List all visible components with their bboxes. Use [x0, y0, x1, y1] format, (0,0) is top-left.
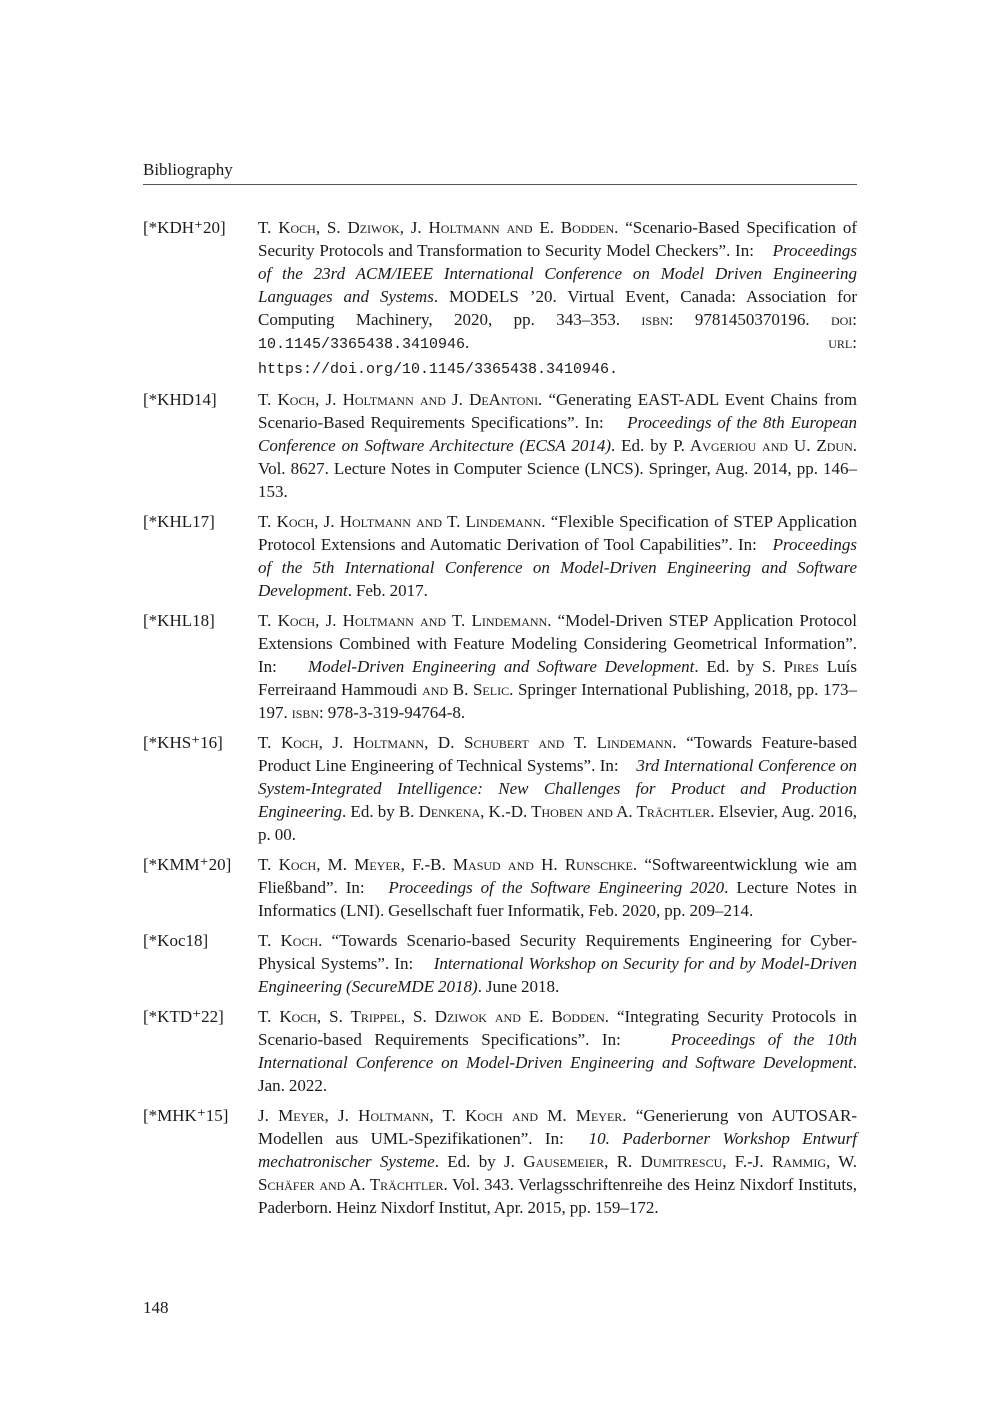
bib-entry-kdh20	[143, 216, 857, 381]
bib-entry-khd14	[143, 388, 857, 503]
details: Elsevier, Aug. 2016, p. 00.	[258, 802, 857, 844]
bib-entry-koc18	[143, 929, 857, 998]
details: . Jan. 2022.	[258, 1053, 857, 1095]
editors: J. Gausemeier, R. Dumitrescu, F.-J. Rammig, W. Schäfer and A. Trächtler.	[258, 1152, 857, 1194]
ref-title: “Generierung von AUTOSAR-Modellen aus UML-Spezifikationen”.	[258, 1106, 858, 1148]
venue: Proceedings of the 10th International Conference on Model-Driven Engineering and Software Development	[258, 1030, 857, 1072]
editors: S. Pires	[762, 657, 819, 676]
reference-text: T. Koch, S. Dziwok, J. Holtmann and E. Bodden. “Scenario-Based Specification of Security Protocols and Transformation to Security Model Checkers”. In: Proceedings of the 23rd ACM/IEEE International Conference on Model Driven Engineering Languages and Systems. MODELS ’20. Virtual Event, Canada: Association for Computing Machinery, 2020, pp. 343–353. isbn: 9781450370196. doi: 10.1145/3365438.3410946. url: https://doi.org/10.1145/3365438.3410946.	[258, 218, 858, 378]
in-label: In:	[258, 657, 277, 676]
venue: 10. Paderborner Workshop Entwurf mechatronischer Systeme	[258, 1129, 857, 1171]
venue: International Workshop on Security for and by Model-Driven Engineering (SecureMDE 2018)	[258, 954, 858, 996]
ref-title: “Integrating Security Protocols in Scenario-based Requirements Specifications”.	[258, 1007, 858, 1049]
url-link[interactable]: https://doi.org/10.1145/3365438.3410946.	[258, 361, 619, 378]
reference-text	[258, 510, 857, 602]
venue: Proceedings of the 8th European Conference on Software Architecture (ECSA 2014)	[258, 413, 857, 455]
authors: T. Koch, J. Holtmann and T. Lindemann.	[258, 611, 552, 630]
in-label: In:	[345, 878, 365, 897]
authors: T. Koch, S. Trippel, S. Dziwok and E. Bodden.	[258, 1007, 609, 1026]
citation-key: [*KTD⁺22]	[143, 1007, 224, 1026]
citation-key: [*MHK⁺15]	[143, 1106, 229, 1125]
bib-entry-khl18	[143, 609, 857, 724]
ref-title: “Softwareentwicklung wie am Fließband”.	[258, 855, 858, 897]
bibliography-list	[143, 216, 857, 1226]
citation-key: [*Koc18]	[143, 931, 209, 950]
venue: Proceedings of the 23rd ACM/IEEE International Conference on Model Driven Engineering Languages and Systems	[258, 241, 858, 306]
citation-key: [*KHD14]	[143, 390, 217, 409]
doi-label: doi	[830, 310, 853, 329]
editor-label: . Ed. by	[434, 1152, 496, 1171]
editors: Luís Ferreiraand Hammoudi	[258, 657, 857, 699]
reference-text	[258, 853, 857, 922]
header-title: Bibliography	[143, 160, 233, 179]
citation-key: [*KHL18]	[143, 611, 215, 630]
reference-text	[258, 609, 857, 724]
ref-title: “Flexible Specification of STEP Application Protocol Extensions and Automatic Derivation of Tool Capabilities”.	[258, 512, 858, 554]
venue: Proceedings of the 5th International Conference on Model-Driven Engineering and Software Development	[258, 535, 857, 600]
url-sep: :	[852, 333, 857, 352]
venue: Proceedings of the Software Engineering 2020	[388, 878, 725, 897]
editor-label: . Ed. by	[611, 436, 668, 455]
isbn: : 9781450370196.	[668, 310, 810, 329]
in-label: In:	[394, 954, 414, 973]
editor-label: . Ed. by	[694, 657, 755, 676]
doi-sep: :	[852, 310, 858, 329]
details: Springer International Publishing, 2018, pp. 173–197.	[258, 680, 858, 722]
details: . Feb. 2017.	[347, 581, 428, 600]
bib-entry-khs16	[143, 731, 857, 846]
venue: 3rd International Conference on System-Integrated Intelligence: New Challenges for Product and Production Engineering	[258, 756, 857, 821]
running-header	[143, 159, 857, 185]
isbn: : 978-3-319-94764-8.	[319, 703, 466, 722]
isbn-label: isbn	[641, 310, 669, 329]
details: Vol. 8627. Lecture Notes in Computer Science (LNCS). Springer, Aug. 2014, pp. 146–153.	[258, 459, 857, 501]
bib-entry-ktd22	[143, 1005, 857, 1097]
reference-text	[258, 1005, 857, 1097]
in-label: In:	[599, 756, 619, 775]
citation-key: [*KDH⁺20]	[143, 218, 226, 237]
authors: J. Meyer, J. Holtmann, T. Koch and M. Meyer.	[258, 1106, 627, 1125]
url-label: url	[828, 333, 853, 352]
editors: P. Avgeriou and U. Zdun.	[673, 436, 857, 455]
reference-text	[258, 1104, 857, 1219]
ref-title: “Towards Feature-based Product Line Engineering of Technical Systems”.	[258, 733, 858, 775]
page-number: 148	[143, 1298, 169, 1317]
reference-text	[258, 731, 857, 846]
ref-title: “Generating EAST-ADL Event Chains from Scenario-Based Requirements Specifications”.	[258, 390, 857, 432]
authors: T. Koch, J. Holtmann, D. Schubert and T. Lindemann.	[258, 733, 677, 752]
isbn-label: isbn	[291, 703, 320, 722]
in-label: In:	[544, 1129, 564, 1148]
doi-link[interactable]: 10.1145/3365438.3410946	[258, 336, 466, 353]
ref-title: “Towards Scenario-based Security Requirements Engineering for Cyber-Physical Systems”.	[258, 931, 857, 973]
bib-entry-kmm20	[143, 853, 857, 922]
in-label: In:	[738, 535, 757, 554]
authors: T. Koch, S. Dziwok, J. Holtmann and E. Bodden.	[258, 218, 619, 237]
details: Vol. 343. Verlagsschriftenreihe des Heinz Nixdorf Instituts, Paderborn. Heinz Nixdorf Institut, Apr. 2015, pp. 159–172.	[258, 1175, 857, 1217]
authors: T. Koch, M. Meyer, F.-B. Masud and H. Runschke.	[258, 855, 638, 874]
bib-entry-khl17	[143, 510, 857, 602]
authors: T. Koch, J. Holtmann and T. Lindemann.	[258, 512, 546, 531]
authors: T. Koch.	[258, 931, 323, 950]
ref-title: “Model-Driven STEP Application Protocol Extensions Combined with Feature Modeling Considering Geometrical Information”.	[258, 611, 858, 653]
authors: T. Koch, J. Holtmann and J. DeAntoni.	[258, 390, 543, 409]
ref-title: “Scenario-Based Specification of Security Protocols and Transformation to Security Model Checkers”.	[258, 218, 858, 260]
bib-entry-mhk15	[143, 1104, 857, 1219]
reference-text	[258, 388, 857, 503]
editors: B. Denkena, K.-D. Thoben and A. Trächtler.	[398, 802, 715, 821]
details: . Lecture Notes in Informatics (LNI). Gesellschaft fuer Informatik, Feb. 2020, pp. 209–214.	[258, 878, 857, 920]
citation-key: [*KHL17]	[143, 512, 215, 531]
citation-key: [*KHS⁺16]	[143, 733, 223, 752]
venue: Model-Driven Engineering and Software Development	[307, 657, 695, 676]
in-label: In:	[601, 1030, 621, 1049]
editors: and B. Selic.	[422, 680, 514, 699]
in-label: In:	[735, 241, 754, 260]
in-label: In:	[584, 413, 604, 432]
citation-key: [*KMM⁺20]	[143, 855, 232, 874]
editor-label: . Ed. by	[342, 802, 395, 821]
details: . MODELS ’20. Virtual Event, Canada: Association for Computing Machinery, 2020, pp. 343–353.	[258, 287, 857, 329]
reference-text	[258, 929, 857, 998]
details: . June 2018.	[477, 977, 560, 996]
